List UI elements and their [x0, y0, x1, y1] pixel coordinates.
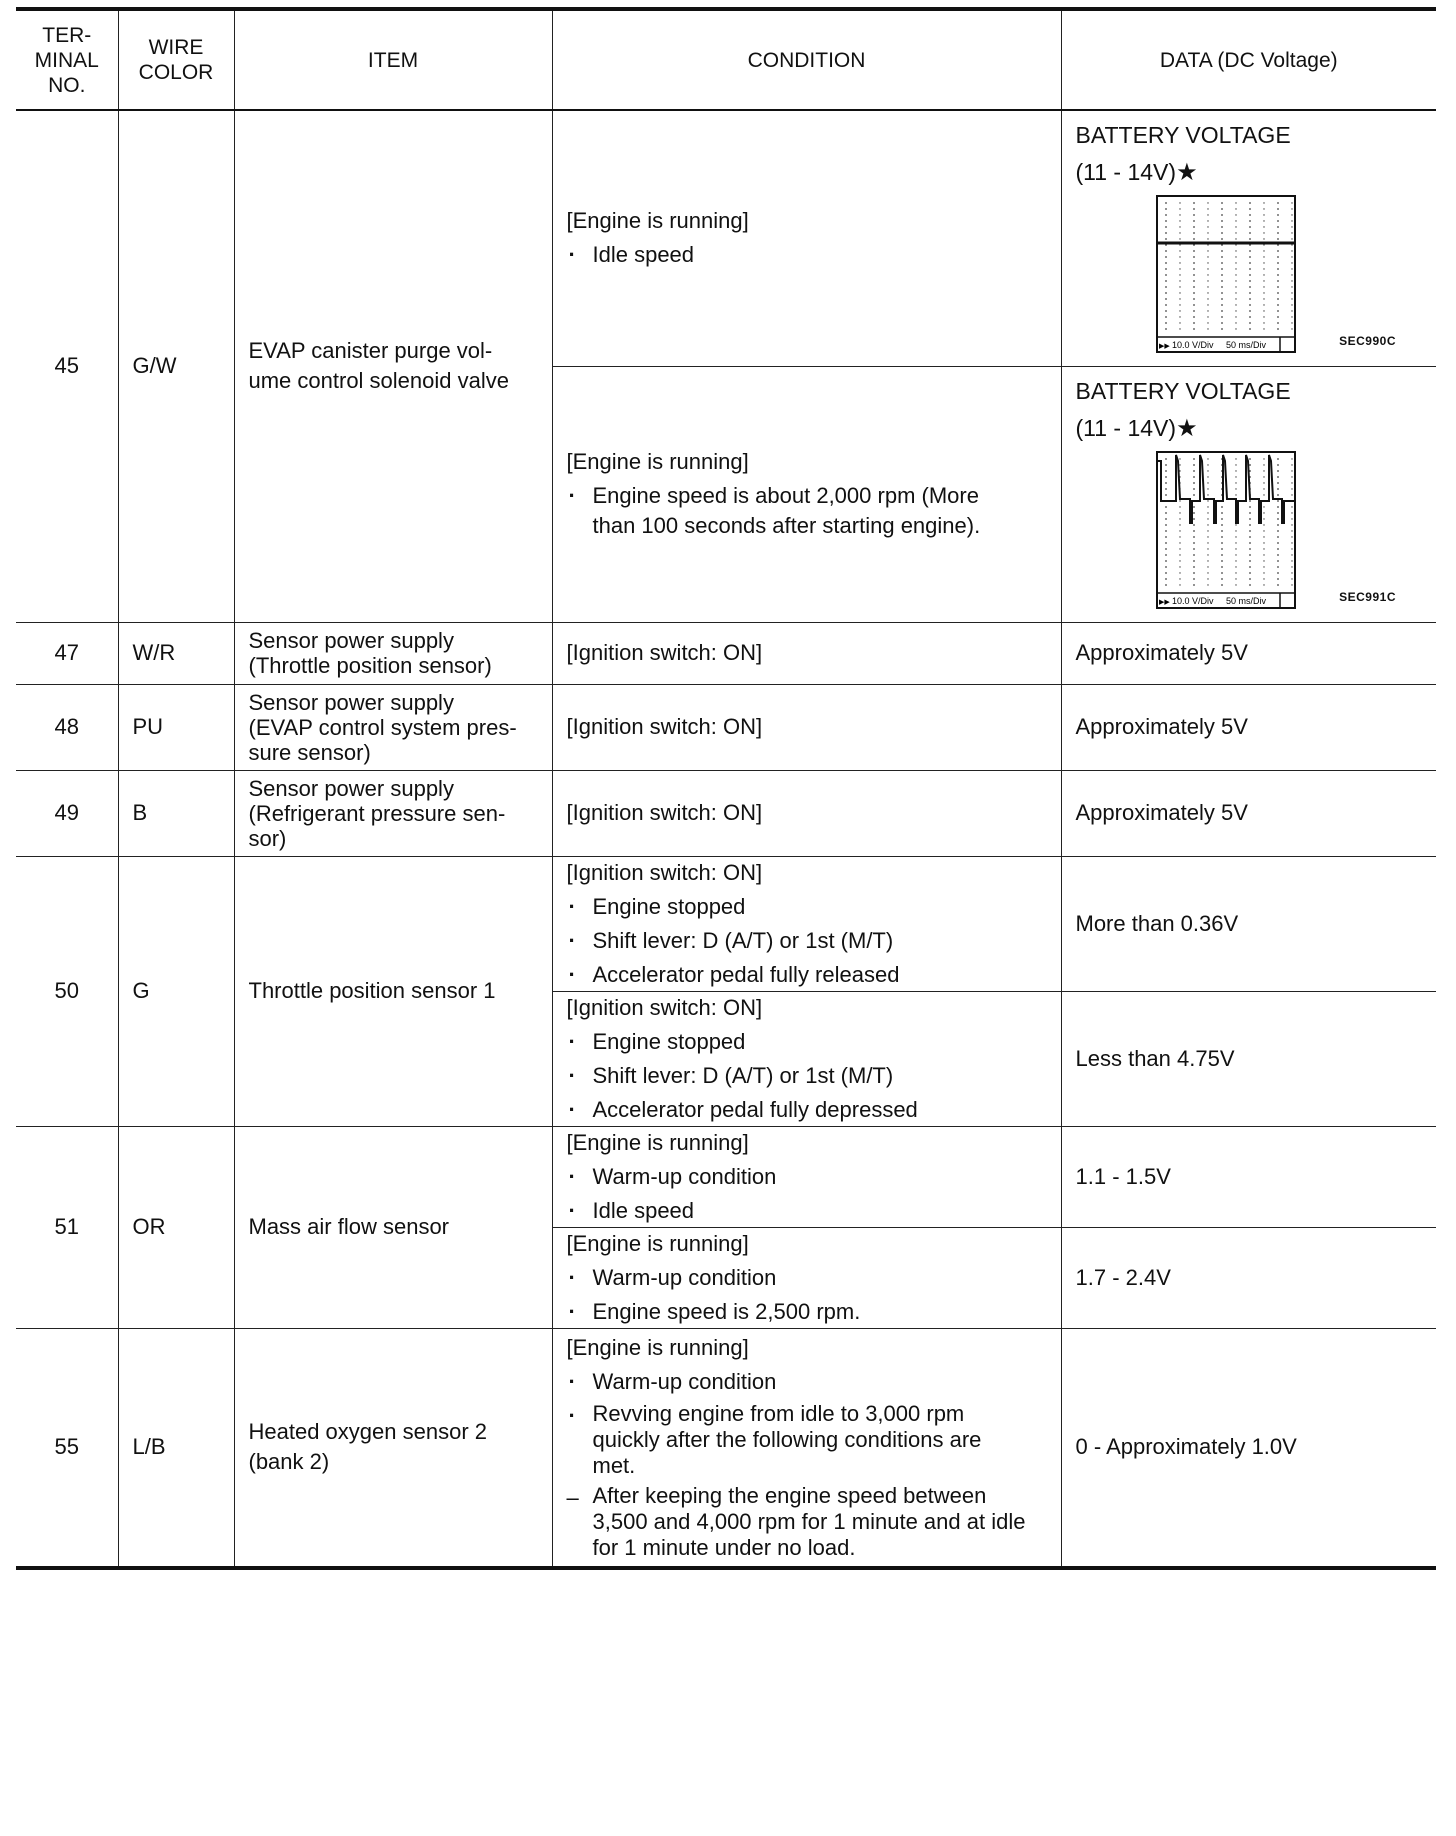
- figure-code: SEC991C: [1339, 589, 1396, 604]
- wire-color: G: [118, 856, 234, 1126]
- table-row: [16, 110, 1436, 366]
- svg-text:10.0 V/Div: 10.0 V/Div: [1171, 595, 1214, 606]
- condition-cell: [Ignition switch: ON] · Engine stopped · Shift lever: D (A/T) or 1st (M/T) · Accelerator pedal fully released: [552, 856, 1061, 991]
- item-cell: Mass air flow sensor: [234, 1126, 552, 1328]
- data-cell: 1.1 - 1.5V: [1061, 1126, 1436, 1227]
- data-cell: More than 0.36V: [1061, 856, 1436, 991]
- table-row: [16, 856, 1436, 991]
- header-wire-color: WIRE COLOR: [118, 9, 234, 110]
- wire-color: B: [118, 770, 234, 856]
- condition-cell: [Ignition switch: ON]: [552, 684, 1061, 770]
- terminal-number: 49: [16, 770, 118, 856]
- oscilloscope-waveform-pulse: [1156, 451, 1296, 609]
- figure-code: SEC990C: [1339, 333, 1396, 348]
- condition-cell: [Engine is running] · Engine speed is about 2,000 rpm (More than 100 seconds after starting engine).: [552, 366, 1061, 622]
- wire-color: G/W: [118, 110, 234, 622]
- table-row: [16, 1126, 1436, 1227]
- condition-cell: [Engine is running] · Warm-up condition · Idle speed: [552, 1126, 1061, 1227]
- svg-text:▶▶: ▶▶: [1158, 342, 1170, 350]
- condition-cell: [Engine is running] · Idle speed: [552, 110, 1061, 366]
- data-cell: 0 - Approximately 1.0V: [1061, 1328, 1436, 1568]
- wire-color: W/R: [118, 622, 234, 684]
- star-icon: ★: [1176, 414, 1198, 442]
- header-data: DATA (DC Voltage): [1061, 9, 1436, 110]
- wire-color: PU: [118, 684, 234, 770]
- condition-cell: [Ignition switch: ON]: [552, 770, 1061, 856]
- terminal-number: 45: [16, 110, 118, 622]
- ecm-terminal-table: [16, 7, 1436, 1570]
- svg-text:10.0 V/Div: 10.0 V/Div: [1171, 340, 1214, 350]
- data-cell: Less than 4.75V: [1061, 991, 1436, 1126]
- svg-text:50 ms/Div: 50 ms/Div: [1225, 340, 1266, 350]
- table-row: [16, 622, 1436, 684]
- header-item: ITEM: [234, 9, 552, 110]
- wire-color: OR: [118, 1126, 234, 1328]
- data-cell: BATTERY VOLTAGE (11 - 14V)★ ▶▶ 10.0 V/Div 50 ms/Div SEC991C: [1061, 366, 1436, 622]
- star-icon: ★: [1176, 159, 1198, 186]
- item-cell: Heated oxygen sensor 2 (bank 2): [234, 1328, 552, 1568]
- terminal-number: 50: [16, 856, 118, 1126]
- table-row: [16, 684, 1436, 770]
- condition-cell: [Ignition switch: ON] · Engine stopped · Shift lever: D (A/T) or 1st (M/T) · Accelerator pedal fully depressed: [552, 991, 1061, 1126]
- data-cell: Approximately 5V: [1061, 684, 1436, 770]
- wire-color: L/B: [118, 1328, 234, 1568]
- item-cell: Throttle position sensor 1: [234, 856, 552, 1126]
- item-cell: EVAP canister purge vol- ume control solenoid valve: [234, 110, 552, 622]
- header-row: [16, 9, 1436, 110]
- data-cell: 1.7 - 2.4V: [1061, 1227, 1436, 1328]
- condition-cell: [Engine is running] · Warm-up condition · Revving engine from idle to 3,000 rpm quickly after the following conditions are met. – After keeping the engine speed between 3,500 and 4,000 rpm for 1 minute and at idle for 1 minute under no load.: [552, 1328, 1061, 1568]
- terminal-number: 55: [16, 1328, 118, 1568]
- terminal-data-sheet: [16, 7, 1436, 1570]
- data-cell: Approximately 5V: [1061, 770, 1436, 856]
- header-condition: CONDITION: [552, 9, 1061, 110]
- condition-cell: [Engine is running] · Warm-up condition · Engine speed is 2,500 rpm.: [552, 1227, 1061, 1328]
- table-row: [16, 770, 1436, 856]
- svg-text:50 ms/Div: 50 ms/Div: [1225, 595, 1266, 606]
- header-terminal-no: TER- MINAL NO.: [16, 9, 118, 110]
- data-cell: Approximately 5V: [1061, 622, 1436, 684]
- item-cell: Sensor power supply (Throttle position sensor): [234, 622, 552, 684]
- table-row: [16, 1328, 1436, 1568]
- item-cell: Sensor power supply (EVAP control system pres- sure sensor): [234, 684, 552, 770]
- data-cell: BATTERY VOLTAGE (11 - 14V)★ ▶▶ 10.0 V/Div 50 ms/Div SEC990C: [1061, 110, 1436, 366]
- terminal-number: 51: [16, 1126, 118, 1328]
- terminal-number: 48: [16, 684, 118, 770]
- condition-cell: [Ignition switch: ON]: [552, 622, 1061, 684]
- item-cell: Sensor power supply (Refrigerant pressure sen- sor): [234, 770, 552, 856]
- svg-text:▶▶: ▶▶: [1158, 597, 1170, 606]
- oscilloscope-waveform-flat: [1156, 195, 1296, 353]
- terminal-number: 47: [16, 622, 118, 684]
